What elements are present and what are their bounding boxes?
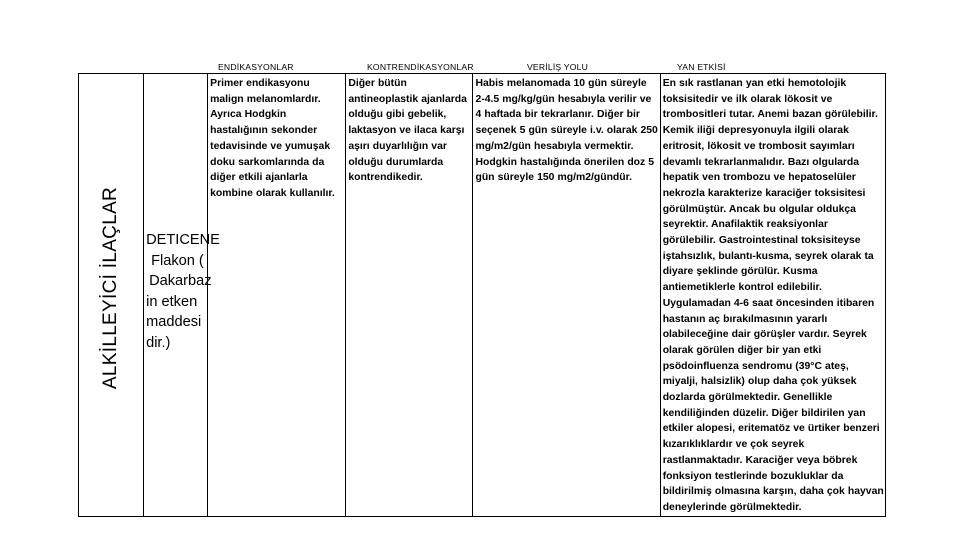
contraindications-text: Diğer bütün antineoplastik ajanlarda olduğu gibi gebelik, laktasyon ve ilaca karşı aşırı duyarlılığın var olduğu durumlarda kontrendikedir. bbox=[348, 78, 467, 184]
side-effects-cell bbox=[660, 74, 885, 517]
header-contraindications: KONTRENDİKASYONLAR bbox=[367, 62, 474, 72]
route-cell bbox=[473, 74, 660, 517]
header-route: VERİLİŞ YOLU bbox=[527, 62, 588, 72]
indications-text: Primer endikasyonu malign melanomlardır. Ayrıca Hodgkin hastalığının sekonder tedavisinde ve yumuşak doku sarkomlarında da diğer etkili ajanlarla kombine olarak kullanılır. bbox=[210, 78, 335, 199]
indications-cell bbox=[208, 74, 346, 517]
drug-cell bbox=[144, 74, 220, 517]
table-row bbox=[79, 74, 886, 517]
header-side-effects: YAN ETKİSİ bbox=[677, 62, 726, 72]
drug-table bbox=[78, 73, 886, 517]
header-indications: ENDİKASYONLAR bbox=[218, 62, 294, 72]
category-cell bbox=[79, 74, 144, 517]
route-text: Habis melanomada 10 gün süreyle 2-4.5 mg/kg/gün hesabıyla verilir ve 4 haftada bir tekrarlanır. Diğer bir seçenek 5 gün süreyle i.v. olarak 250 mg/m2/gün hesabıyla vermektir. Hodgkin hastalığında önerilen doz 5 gün süreyle 150 mg/m2/gündür. bbox=[475, 78, 658, 184]
drug-name: DETICENE Flakon ( Dakarbaz in etken maddesi dir.) bbox=[146, 232, 220, 351]
side-effects-text: En sık rastlanan yan etki hemotolojik toksisitedir ve ilk olarak lökosit ve trombositleri tutar. Anemi bazan görülebilir. Kemik iliği depresyonuyla ilgili olarak eritrosit, lökosit ve trombosit sayımları devamlı tekrarlanmalıdır. Bazı olgularda hepatik ven trombozu ve hepatoselüler nekrozla karakterize karaciğer toksisitesi görülmüştür. Ancak bu olgular oldukça seyrektir. Anafilaktik reaksiyonlar görülebilir. Gastrointestinal toksisiteyse iştahsızlık, bulantı-kusma, seyrek olarak ta diyare şeklinde görülür. Kusma antiemetiklerle kontrol edilebilir. Uygulamadan 4-6 saat öncesinden itibaren hastanın aç bırakılmasının yararlı olabileceğine dair görüşler vardır. Seyrek olarak görülen diğer bir yan etki psödoinfluenza sendromu (39°C ateş, miyalji, halsizlik) olup daha çok yüksek dozlarda görülmektedir. Genellikle kendiliğinden düzelir. Diğer bildirilen yan etkiler alopesi, eritematöz ve ürtiker benzeri kızarıklıklardır ve çok seyrek rastlanmaktadır. Karaciğer veya böbrek fonksiyon testlerinde bozukluklar da bildirilmiş olmasına karşın, daha çok hayvan deneylerinde görülmektedir. bbox=[662, 78, 884, 513]
contraindications-cell bbox=[346, 74, 473, 517]
category-label: ALKİLLEYİCİ İLAÇLAR bbox=[100, 186, 121, 389]
